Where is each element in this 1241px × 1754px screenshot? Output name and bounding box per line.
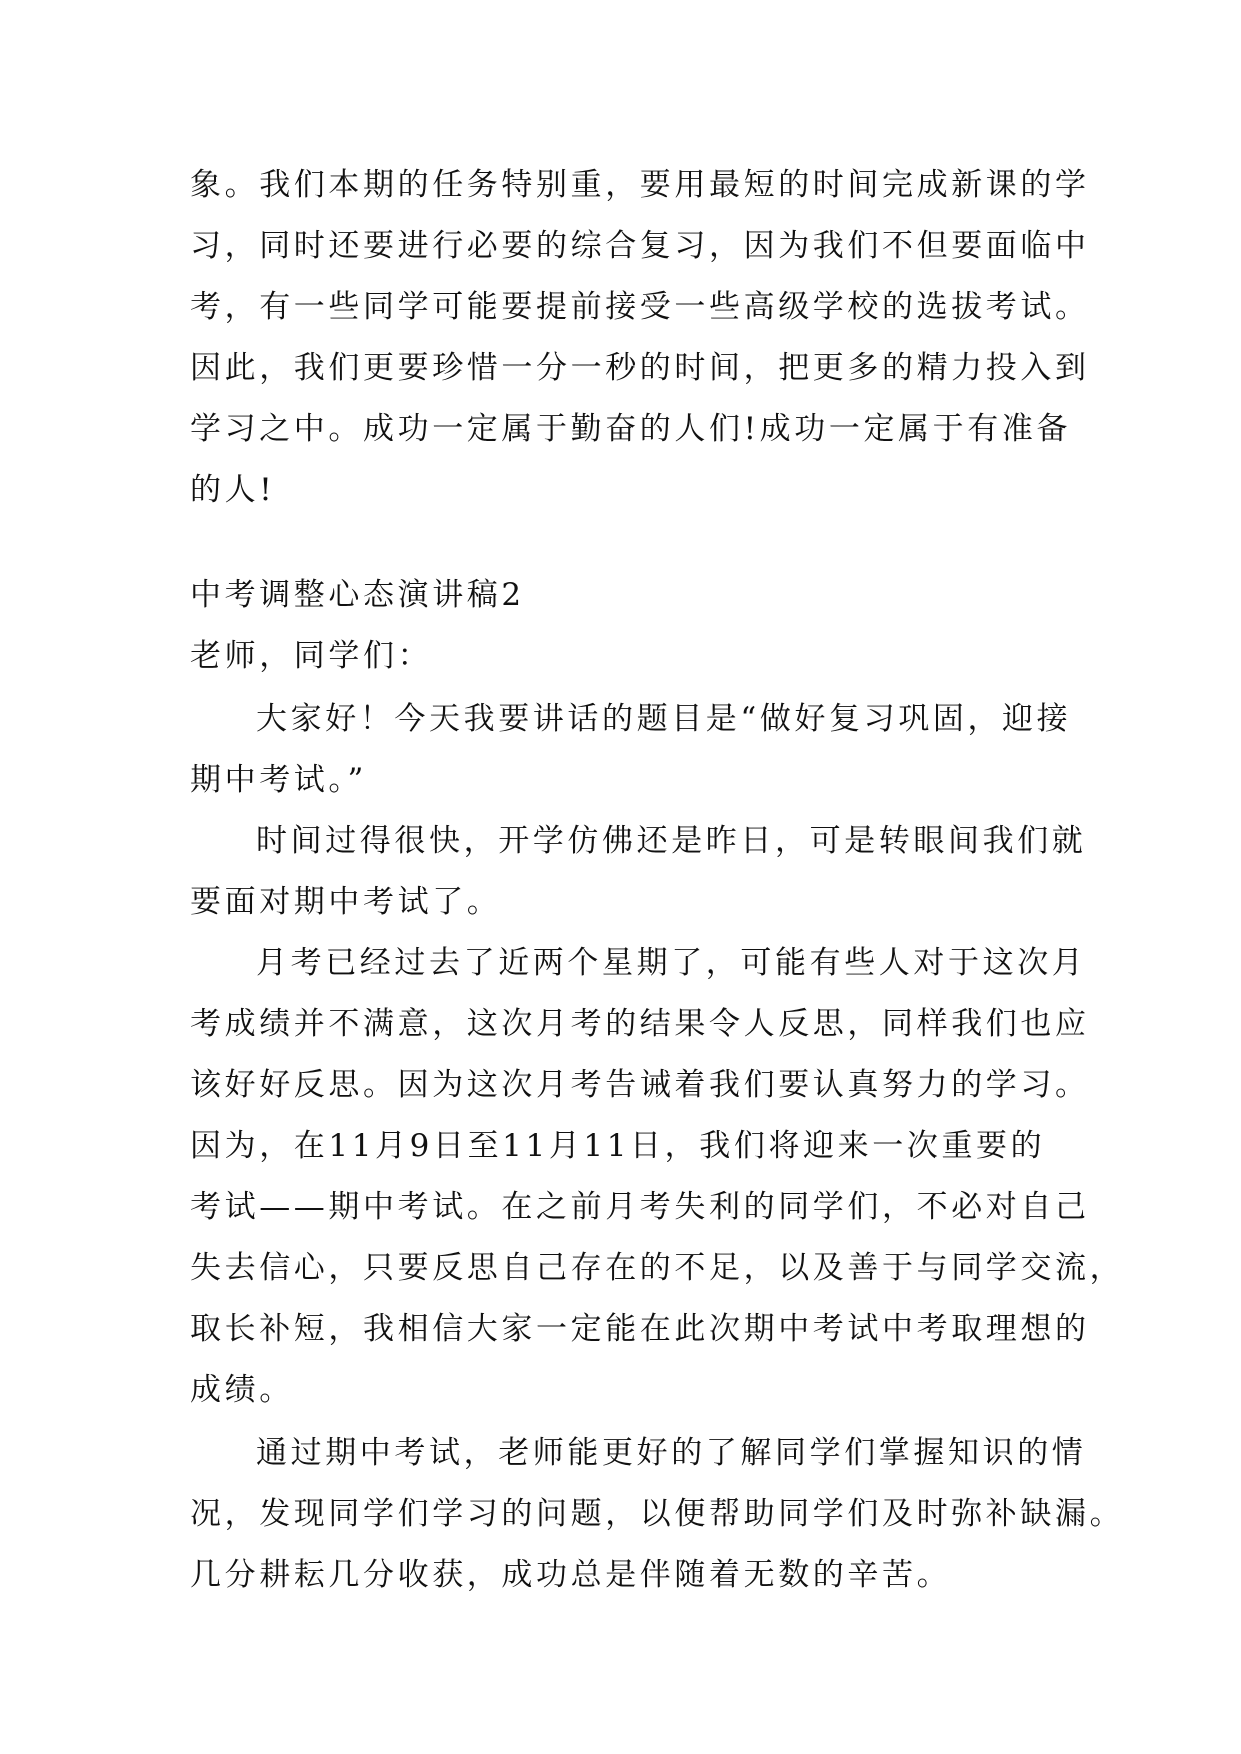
text-line: 失去信心，只要反思自己存在的不足，以及善于与同学交流， [190,1250,1125,1286]
text-line: 大家好！今天我要讲话的题目是“做好复习巩固，迎接 [256,701,1072,737]
text-line: 学习之中。成功一定属于勤奋的人们!成功一定属于有准备 [190,411,1072,447]
text-line: 期中考试。” [190,762,367,798]
text-line: 象。我们本期的任务特别重，要用最短的时间完成新课的学 [190,167,1090,203]
text-line: 该好好反思。因为这次月考告诫着我们要认真努力的学习。 [190,1067,1090,1103]
text-line: 因为，在11月9日至11月11日，我们将迎来一次重要的 [190,1128,1046,1164]
text-line: 成绩。 [190,1372,294,1408]
text-line: 因此，我们更要珍惜一分一秒的时间，把更多的精力投入到 [190,350,1090,386]
text-line: 通过期中考试，老师能更好的了解同学们掌握知识的情 [256,1435,1087,1471]
text-line: 几分耕耘几分收获，成功总是伴随着无数的辛苦。 [190,1557,952,1593]
text-line: 的人! [190,472,276,508]
text-line: 考试——期中考试。在之前月考失利的同学们，不必对自己 [190,1189,1090,1225]
text-line: 习，同时还要进行必要的综合复习，因为我们不但要面临中 [190,228,1090,264]
salutation: 老师，同学们： [190,638,433,674]
text-line: 考，有一些同学可能要提前接受一些高级学校的选拔考试。 [190,289,1090,325]
section-heading: 中考调整心态演讲稿2 [190,577,525,613]
text-line: 月考已经过去了近两个星期了，可能有些人对于这次月 [256,945,1087,981]
text-line: 考成绩并不满意，这次月考的结果令人反思，同样我们也应 [190,1006,1090,1042]
text-line: 时间过得很快，开学仿佛还是昨日，可是转眼间我们就 [256,823,1087,859]
text-line: 况，发现同学们学习的问题，以便帮助同学们及时弥补缺漏。 [190,1496,1125,1532]
text-line: 取长补短，我相信大家一定能在此次期中考试中考取理想的 [190,1311,1090,1347]
text-line: 要面对期中考试了。 [190,884,502,920]
